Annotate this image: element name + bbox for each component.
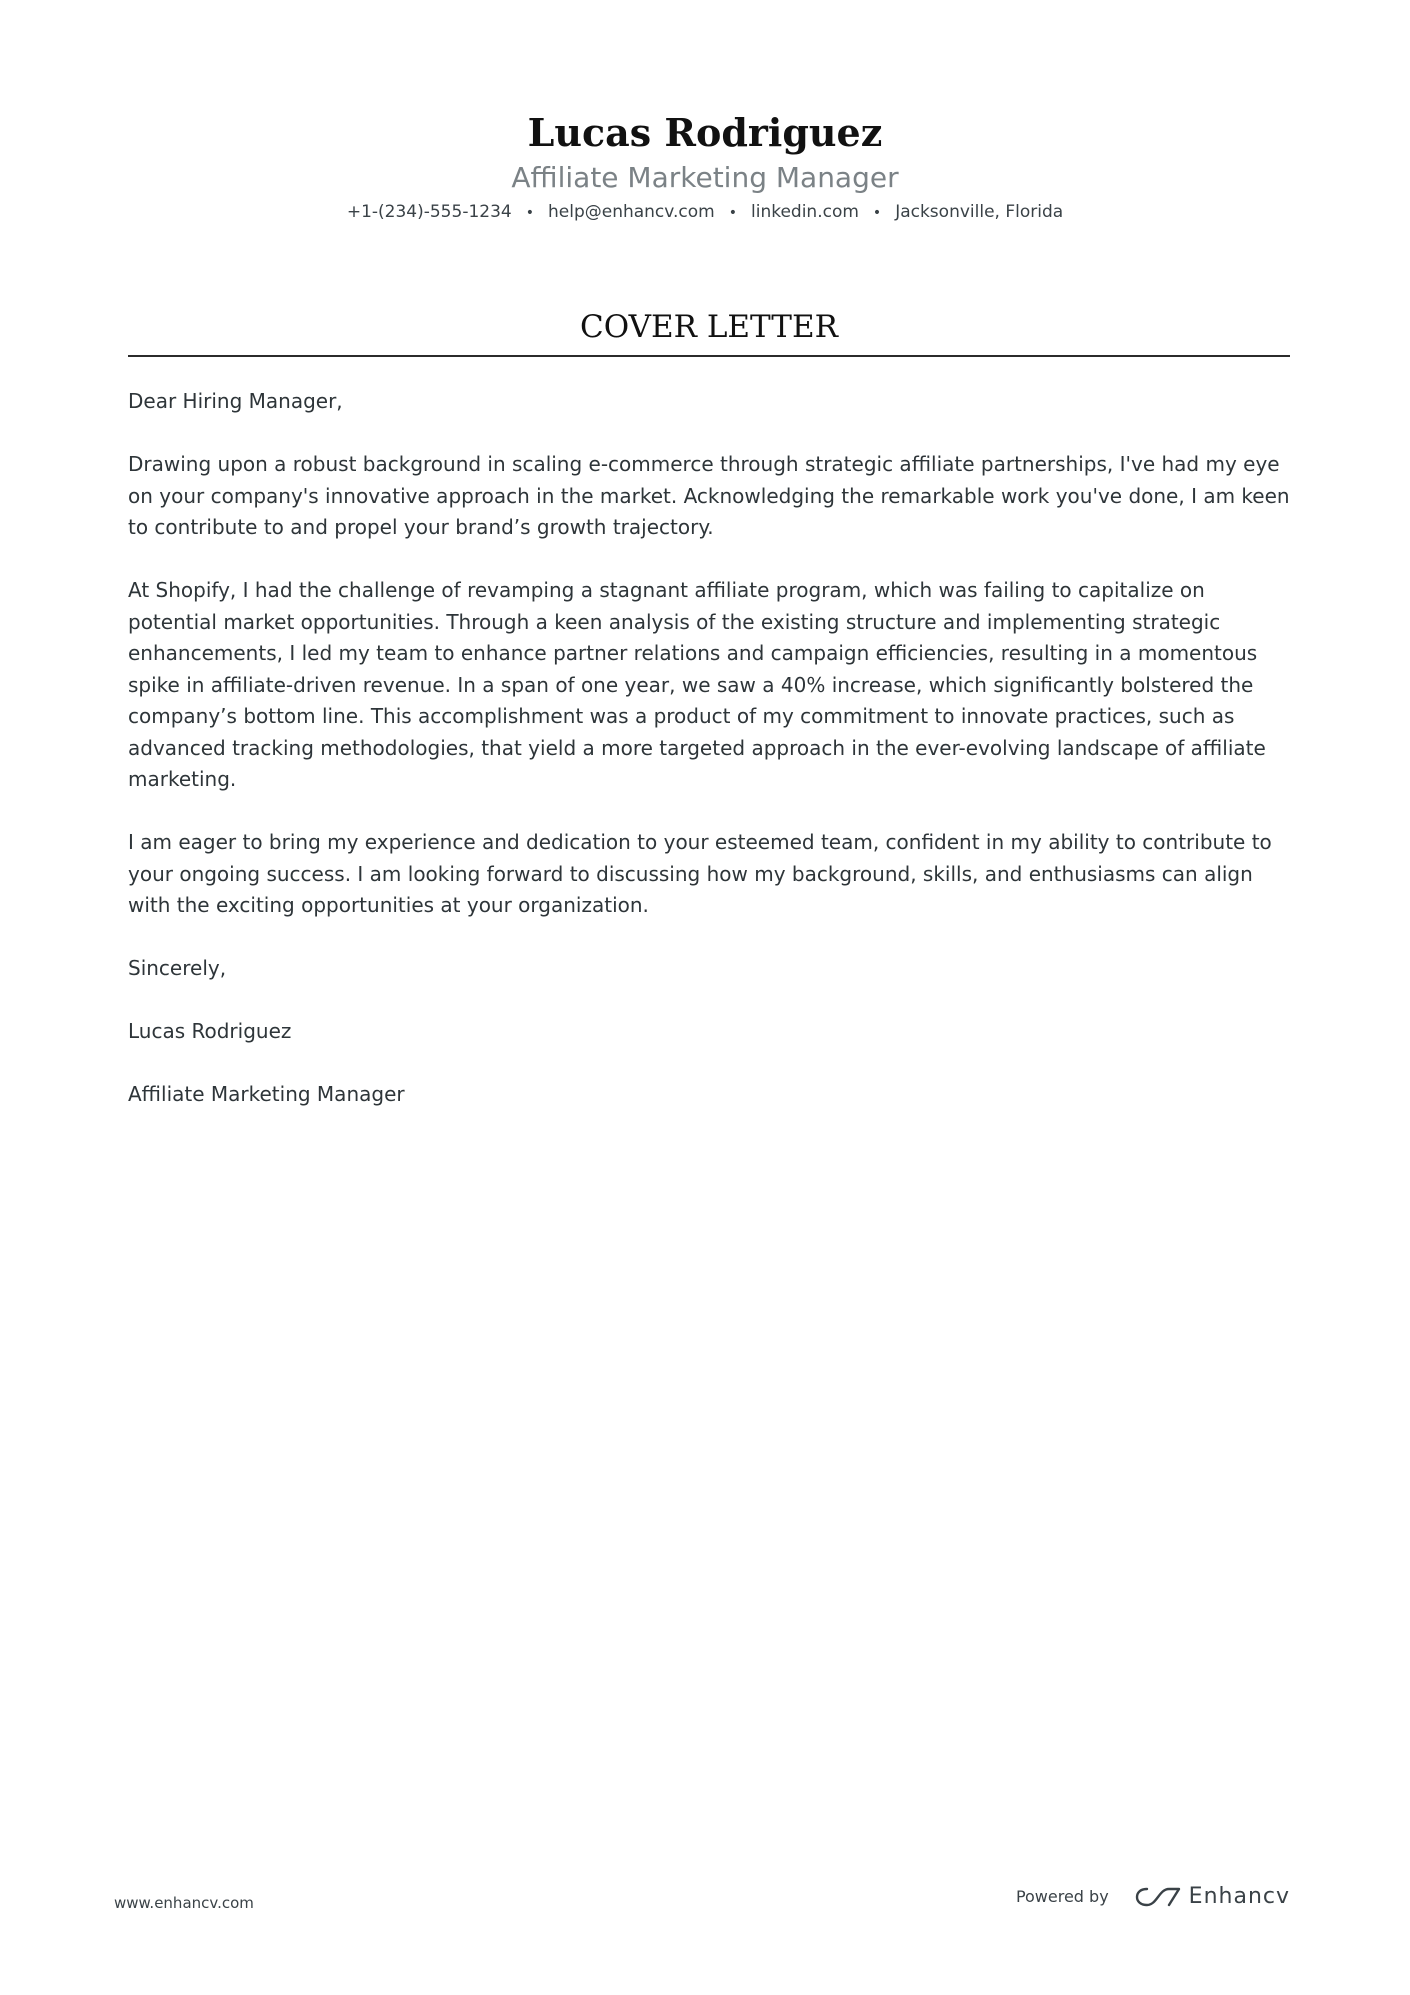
brand-name: Enhancv [1188, 1884, 1290, 1909]
enhancv-logo [1135, 1884, 1290, 1909]
contact-location: Jacksonville, Florida [895, 202, 1064, 222]
letter-closing: Sincerely, [128, 956, 227, 980]
candidate-title: Affiliate Marketing Manager [511, 161, 899, 194]
letter-paragraph: At Shopify, I had the challenge of revamping a stagnant affiliate program, which was failing to capitalize on potential market opportunities. Through a keen analysis of the existing structure and implementing strategic enhancements, I led my team to enhance partner relations and campaign efficiencies, resulting in a momentous spike in affiliate-driven revenue. In a span of one year, we saw a 40% increase, which significantly bolstered the company’s bottom line. This accomplishment was a product of my commitment to innovate practices, such as advanced tracking methodologies, that yield a more targeted approach in the ever-evolving landscape of affiliate marketing. [128, 578, 1266, 791]
resume-header [0, 110, 1410, 225]
contact-line [0, 200, 1410, 225]
letter-paragraph: I am eager to bring my experience and dedication to your esteemed team, confident in my ability to contribute to your ongoing success. I am looking forward to discussing how my background, skills, and enthusiasms can align with the exciting opportunities at your organization. [128, 830, 1272, 917]
letter-body [128, 386, 1293, 1142]
letter-paragraph: Drawing upon a robust background in scaling e-commerce through strategic affiliate partnerships, I've had my eye on your company's innovative approach in the market. Acknowledging the remarkable work you've done, I am keen to contribute to and propel your brand’s growth trajectory. [128, 452, 1290, 539]
separator-dot: • [728, 205, 737, 221]
section-title-cover-letter: COVER LETTER [128, 307, 1290, 357]
contact-linkedin: linkedin.com [751, 202, 859, 222]
contact-phone: +1-(234)-555-1234 [346, 202, 512, 222]
footer-website: www.enhancv.com [114, 1894, 254, 1912]
powered-by-label: Powered by [1015, 1887, 1109, 1906]
footer-branding [1016, 1884, 1290, 1909]
letter-greeting: Dear Hiring Manager, [128, 389, 343, 413]
candidate-name: Lucas Rodriguez [527, 110, 883, 155]
signature-name: Lucas Rodriguez [128, 1019, 292, 1043]
separator-dot: • [872, 205, 882, 221]
contact-email: help@enhancv.com [547, 202, 715, 222]
signature-title: Affiliate Marketing Manager [128, 1082, 405, 1106]
separator-dot: • [525, 205, 534, 221]
enhancv-logo-icon [1135, 1885, 1181, 1909]
